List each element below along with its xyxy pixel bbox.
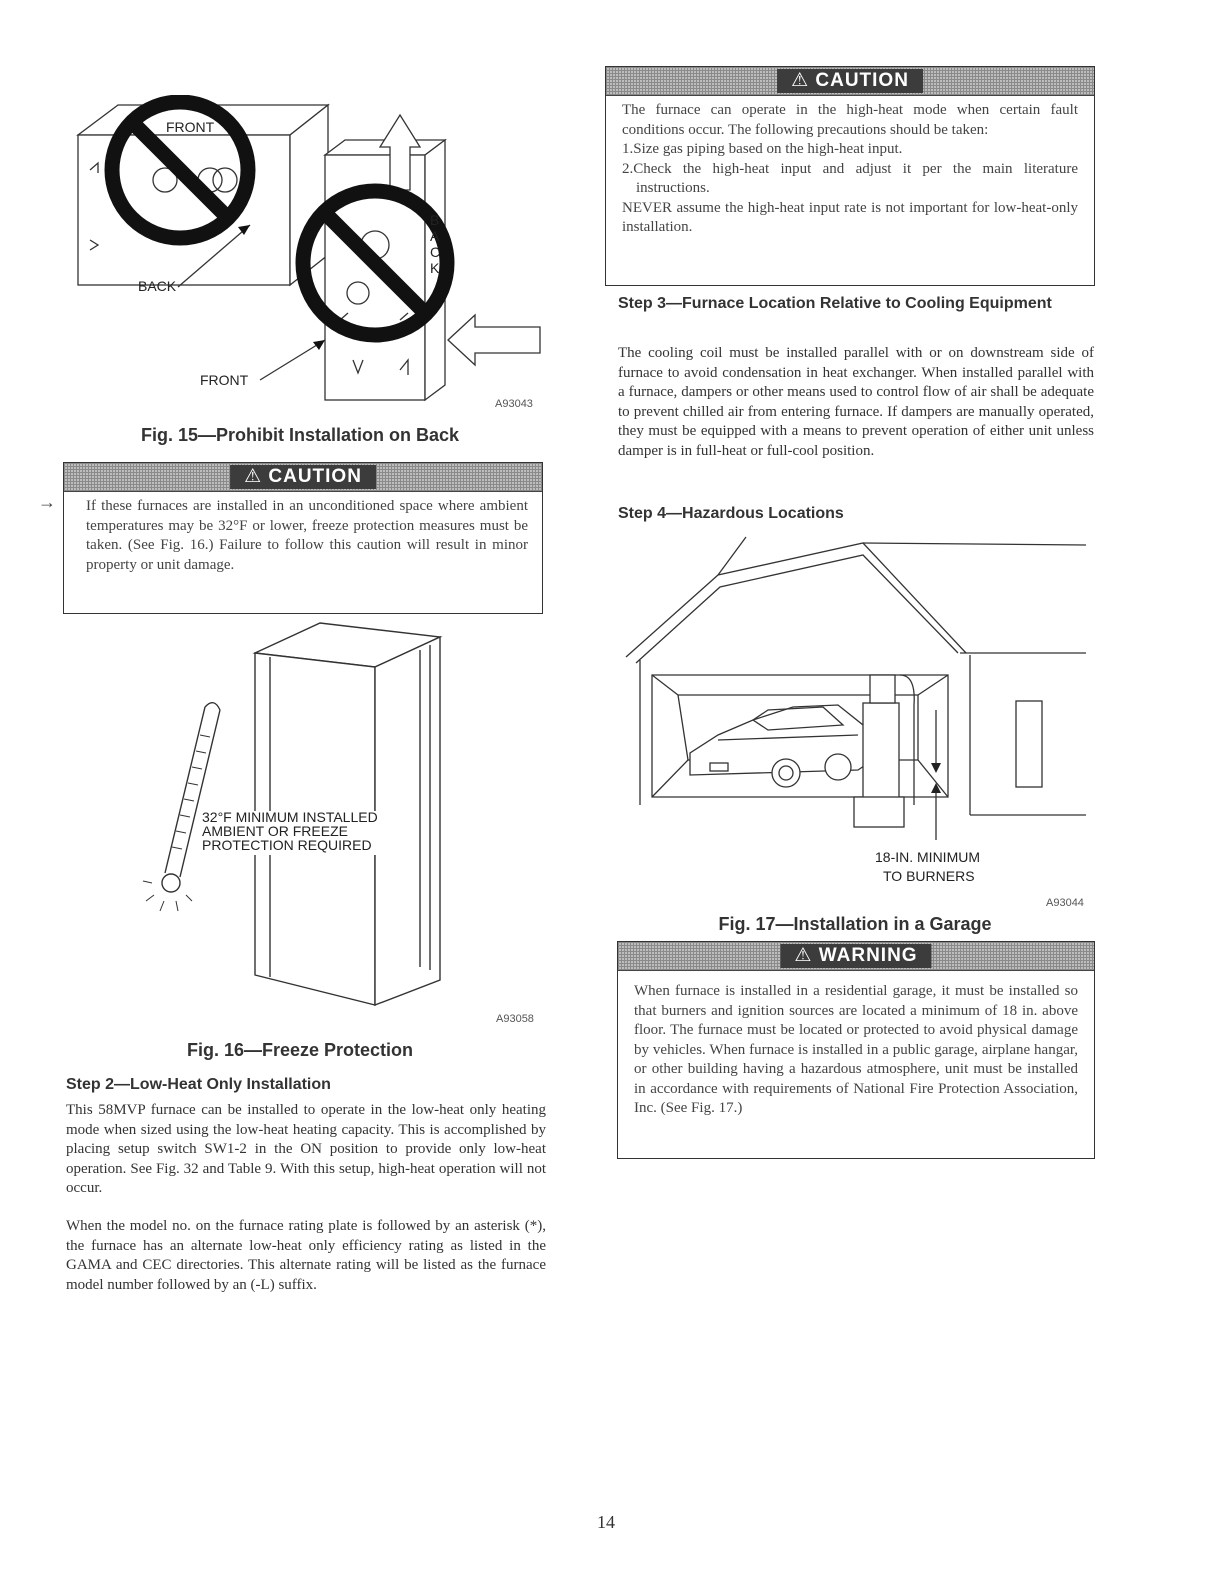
warning-text: When furnace is installed in a residential garage, it must be installed so that burners and ignition sources are located a minimum of 18 in. above floor. The furnace must be located or protected to avoid physical damage by vehicles. When furnace is installed in a public garage, airplane hangar, or other building having a hazardous atmosphere, unit must be installed in accordance with requirements of National Fire Protection Association, Inc. (See Fig. 17.): [634, 983, 1078, 1116]
fig15-back-letter: A: [430, 228, 440, 244]
caution-header: [606, 67, 1094, 96]
fig16-label-line3: PROTECTION REQUIRED: [202, 837, 372, 853]
fig15-back-letter: B: [430, 212, 440, 228]
fig16-title: Fig. 16—Freeze Protection: [186, 1040, 414, 1060]
fig17-drawing: [618, 535, 1098, 895]
fig15-back-letter: K: [430, 260, 440, 276]
caution-header: [64, 463, 542, 492]
fig16-label-line1: 32°F MINIMUM INSTALLED: [202, 809, 378, 825]
fig15-drawing: [70, 95, 550, 415]
fig15-illustration: [70, 95, 550, 415]
step2-paragraph-2: When the model no. on the furnace rating plate is followed by an asterisk (*), the furnace has an alternate low-heat only efficiency rating as listed in the GAMA and CEC directories. This alternate rating will be listed as the furnace model number followed by an (-L) suffix.: [66, 1218, 546, 1293]
fig15-title: Fig. 15—Prohibit Installation on Back: [140, 425, 460, 445]
caution-box-freeze: [63, 462, 543, 614]
fig17-code: A93044: [1046, 897, 1084, 909]
step4-heading: Step 4—Hazardous Locations: [618, 505, 844, 522]
step2-paragraph-1: This 58MVP furnace can be installed to operate in the low-heat only heating mode when sized using the low-heat heating capacity. This is accomplished by placing setup switch SW1-2 in the ON position to provide only low-heat operation. See Fig. 32 and Table 9. With this setup, high-heat operation will not occur.: [66, 1102, 546, 1196]
fig15-front-top-label: FRONT: [166, 119, 215, 135]
page-number: 14: [597, 1512, 615, 1532]
fig15-code: A93043: [495, 398, 533, 410]
step2-heading: Step 2—Low-Heat Only Installation: [66, 1076, 331, 1093]
warning-triangle-icon: ⚠: [794, 945, 819, 966]
warning-title: ⚠ WARNING: [780, 944, 931, 968]
fig15-back-label: BACK: [138, 278, 177, 294]
step3-paragraph: The cooling coil must be installed parallel with or on downstream side of furnace to avoid condensation in heat exchanger. When installed parallel with a furnace, dampers or other means used to control flow of air shall be adequate to prevent chilled air from entering furnace. If dampers are manually operated, they must be equipped with a means to prevent operation of either unit unless damper is in full-heat or full-cool position.: [618, 345, 1094, 459]
fig17-label-line2: TO BURNERS: [883, 868, 975, 884]
caution-box-high-heat: [605, 66, 1095, 286]
caution-text: The furnace can operate in the high-heat mode when certain fault conditions occur. The following precautions should be taken: 1.Size gas piping based on the high-heat input. 2.Check the high-heat input and adjust it per the main literature instructions. NEVER assume the high-heat input rate is not important for low-heat-only installation.: [622, 102, 1078, 235]
caution-text: If these furnaces are installed in an unconditioned space where ambient temperatures may be 32°F or lower, freeze protection measures must be taken. (See Fig. 16.) Failure to follow this caution will result in minor property or unit damage.: [86, 498, 528, 573]
step3-heading: Step 3—Furnace Location Relative to Cooling Equipment: [618, 295, 1052, 312]
fig16-illustration: [140, 615, 450, 1015]
margin-change-arrow: →: [38, 492, 56, 512]
warning-triangle-icon: ⚠: [791, 70, 816, 91]
caution-title: ⚠ CAUTION: [777, 69, 923, 93]
fig17-title: Fig. 17—Installation in a Garage: [718, 914, 992, 934]
caution-title: ⚠ CAUTION: [230, 465, 376, 489]
fig16-code: A93058: [496, 1013, 534, 1025]
fig15-back-letter: C: [430, 244, 441, 260]
warning-header: [618, 942, 1094, 971]
warning-triangle-icon: ⚠: [244, 466, 269, 487]
fig15-front-bottom-label: FRONT: [200, 372, 249, 388]
fig16-label-line2: AMBIENT OR FREEZE: [202, 823, 348, 839]
fig17-illustration: [618, 535, 1098, 895]
warning-box-garage: [617, 941, 1095, 1159]
fig16-drawing: [140, 615, 450, 1015]
fig17-label-line1: 18-IN. MINIMUM: [875, 849, 980, 865]
